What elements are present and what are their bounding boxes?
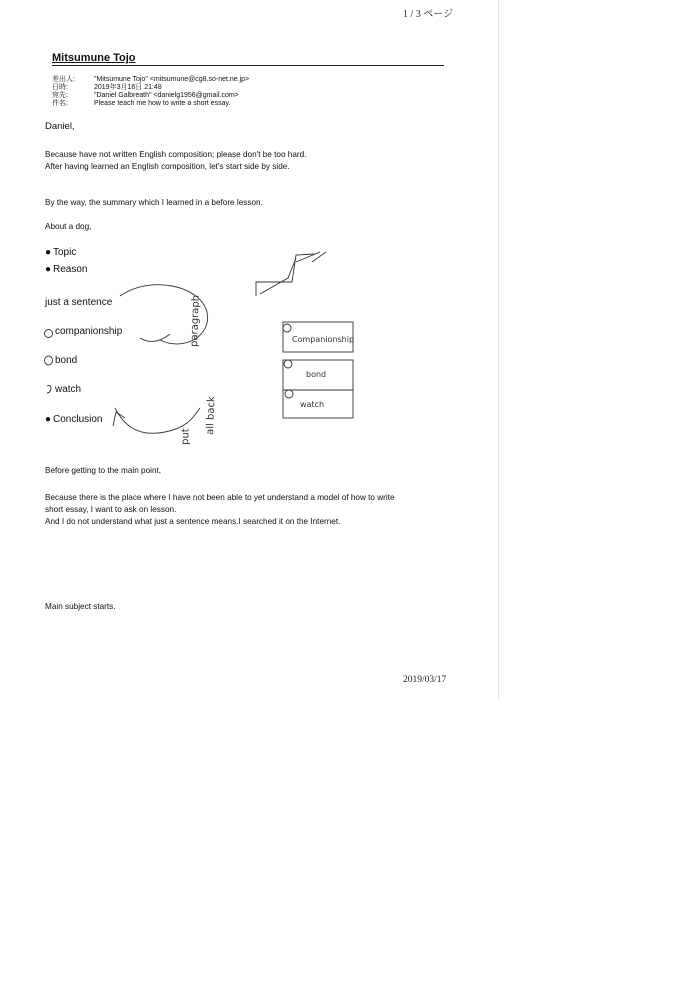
before-main-line: Before getting to the main point, xyxy=(45,466,162,475)
hand-box-marker xyxy=(285,390,293,398)
date-label: 日時: xyxy=(52,84,68,91)
reason-label: Reason xyxy=(53,264,88,275)
date-value: 2019年3月16日 21:48 xyxy=(94,84,162,91)
hand-diagram-steps xyxy=(256,254,314,296)
hand-box-label: Companionship xyxy=(292,335,355,344)
intro-line: After having learned an English composition, let's start side by side. xyxy=(45,162,290,171)
intro-line: Because have not written English composition; please don't be too hard. xyxy=(45,150,307,159)
hand-box-label: bond xyxy=(306,370,327,379)
subject-label: 件名: xyxy=(52,100,68,107)
from-label: 差出人: xyxy=(52,76,75,83)
list-item-sentence: just a sentence xyxy=(45,297,113,308)
greeting: Daniel, xyxy=(45,121,75,132)
page-number: 1 / 3 ページ xyxy=(403,9,454,20)
summary-line: By the way, the summary which I learned in a before lesson. xyxy=(45,198,263,207)
hand-note-put: put xyxy=(180,428,192,446)
list-item-watch: watch xyxy=(55,384,82,395)
topic-label: Topic xyxy=(53,247,77,258)
about-line: About a dog, xyxy=(45,222,92,231)
question-line: And I do not understand what just a sentence means.I searched it on the Internet. xyxy=(45,517,341,526)
hand-box-marker xyxy=(284,360,292,368)
conclusion-label: Conclusion xyxy=(53,414,103,425)
hand-arrow xyxy=(140,334,170,341)
from-value: "Mitsumune Tojo" <mitsumune@cg8.so-net.ne.jp> xyxy=(94,76,250,83)
print-date: 2019/03/17 xyxy=(403,675,447,685)
main-subject-line: Main subject starts. xyxy=(45,602,116,611)
hand-note-paragraph: paragraph xyxy=(189,294,202,348)
hand-circle-marker xyxy=(45,356,53,365)
bullet-icon: ● xyxy=(45,414,52,425)
list-item-companionship: companionship xyxy=(55,326,123,337)
bullet-icon: ● xyxy=(45,247,52,258)
hand-circle-marker xyxy=(47,385,51,393)
hand-circle-marker xyxy=(45,330,53,338)
hand-note-all-back: all back xyxy=(205,396,218,436)
to-value: "Daniel Galbreath" <danielg1956@gmail.com> xyxy=(94,92,239,99)
question-paragraph xyxy=(45,492,395,528)
list-item-bond: bond xyxy=(55,355,78,366)
question-line: Because there is the place where I have not been able to yet understand a model of how to write xyxy=(45,493,395,502)
to-label: 宛先: xyxy=(52,92,68,99)
subject-value: Please teach me how to write a short essay. xyxy=(94,100,231,107)
sender-heading: Mitsumune Tojo xyxy=(52,52,136,64)
bullet-icon: ● xyxy=(45,264,52,275)
hand-arrow xyxy=(113,412,125,426)
question-line: short essay, I want to ask on lesson. xyxy=(45,505,177,514)
hand-box-label: watch xyxy=(300,400,325,409)
hand-box-marker xyxy=(283,324,291,332)
